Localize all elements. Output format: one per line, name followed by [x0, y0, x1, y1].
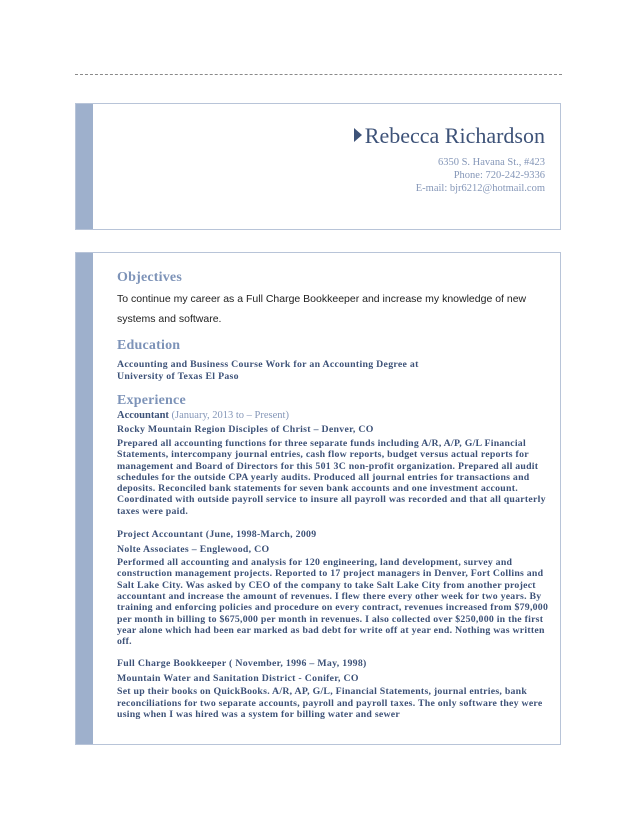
job-title: Full Charge Bookkeeper ( November, 1996 – May, 1998) [117, 658, 367, 670]
body-accent-bar [76, 253, 93, 744]
job-entry [117, 529, 553, 647]
job-organization: Rocky Mountain Region Disciples of Christ – Denver, CO [117, 424, 374, 435]
experience-heading: Experience [117, 393, 186, 408]
candidate-name [354, 123, 545, 149]
header-panel [75, 103, 561, 230]
job-dates: (January, 2013 to – Present) [168, 410, 289, 421]
header-accent-bar [76, 104, 93, 229]
objectives-heading: Objectives [117, 270, 182, 285]
objectives-text: To continue my career as a Full Charge Bookkeeper and increase my knowledge of new systems and software. [117, 293, 527, 325]
name-text: Rebecca Richardson [364, 123, 545, 148]
top-divider [75, 74, 562, 75]
job-title: Accountant [117, 410, 169, 421]
triangle-bullet-icon [354, 128, 362, 142]
job-organization: Nolte Associates – Englewood, CO [117, 544, 270, 556]
job-entry [117, 409, 553, 517]
education-block [117, 359, 553, 383]
resume-content [117, 270, 553, 720]
body-panel [75, 252, 561, 745]
education-line-2: University of Texas El Paso [117, 371, 239, 382]
job-organization: Mountain Water and Sanitation District - Conifer, CO [117, 673, 359, 685]
address: 6350 S. Havana St., #423 [437, 157, 545, 168]
education-heading: Education [117, 338, 181, 353]
job-description: Set up their books on QuickBooks. A/R, AP, G/L, Financial Statements, journal entries, bank reconciliations for two separate accounts, payroll and payroll taxes. The only software they were using when I was hired was a system for billing water and sewer [117, 686, 543, 721]
phone: Phone: 720-242-9336 [453, 170, 545, 181]
job-entry [117, 658, 553, 720]
contact-info [416, 156, 545, 195]
job-description: Prepared all accounting functions for three separate funds including A/R, A/P, G/L Financial Statements, intercompany journal entries, cash flow reports, budget versus actual reports for management and Board of Directors for this 501 3C non-profit organization. Prepared all audit schedules for the outside CPA yearly audits. Produced all journal entries for transactions and deposits. Reconciled bank statements for seven bank accounts and one investment account. Coordinated with outside payroll service to insure all payroll was recorded and that all quarterly taxes were paid. [117, 438, 546, 517]
job-title: Project Accountant (June, 1998-March, 2009 [117, 529, 317, 541]
education-line-1: Accounting and Business Course Work for an Accounting Degree at [117, 359, 419, 370]
email: E-mail: bjr6212@hotmail.com [415, 183, 545, 194]
job-title-line [117, 409, 553, 422]
job-description: Performed all accounting and analysis for 120 engineering, land development, survey and construction management projects. Reported to 17 project managers in Denver, Fort Collins and Salt Lake City. Was asked by CEO of the company to take Salt Lake City from another project accountant and increase the amount of revenues. I flew there every other week for two years. By training and enforcing policies and procedure on every contract, revenues increased from $79,000 per month in billing to $675,000 per month in revenues. I also collected over $250,000 in the first year alone which had been ear marked as bad debt for write off at year end. Nothing was written off. [117, 557, 549, 648]
